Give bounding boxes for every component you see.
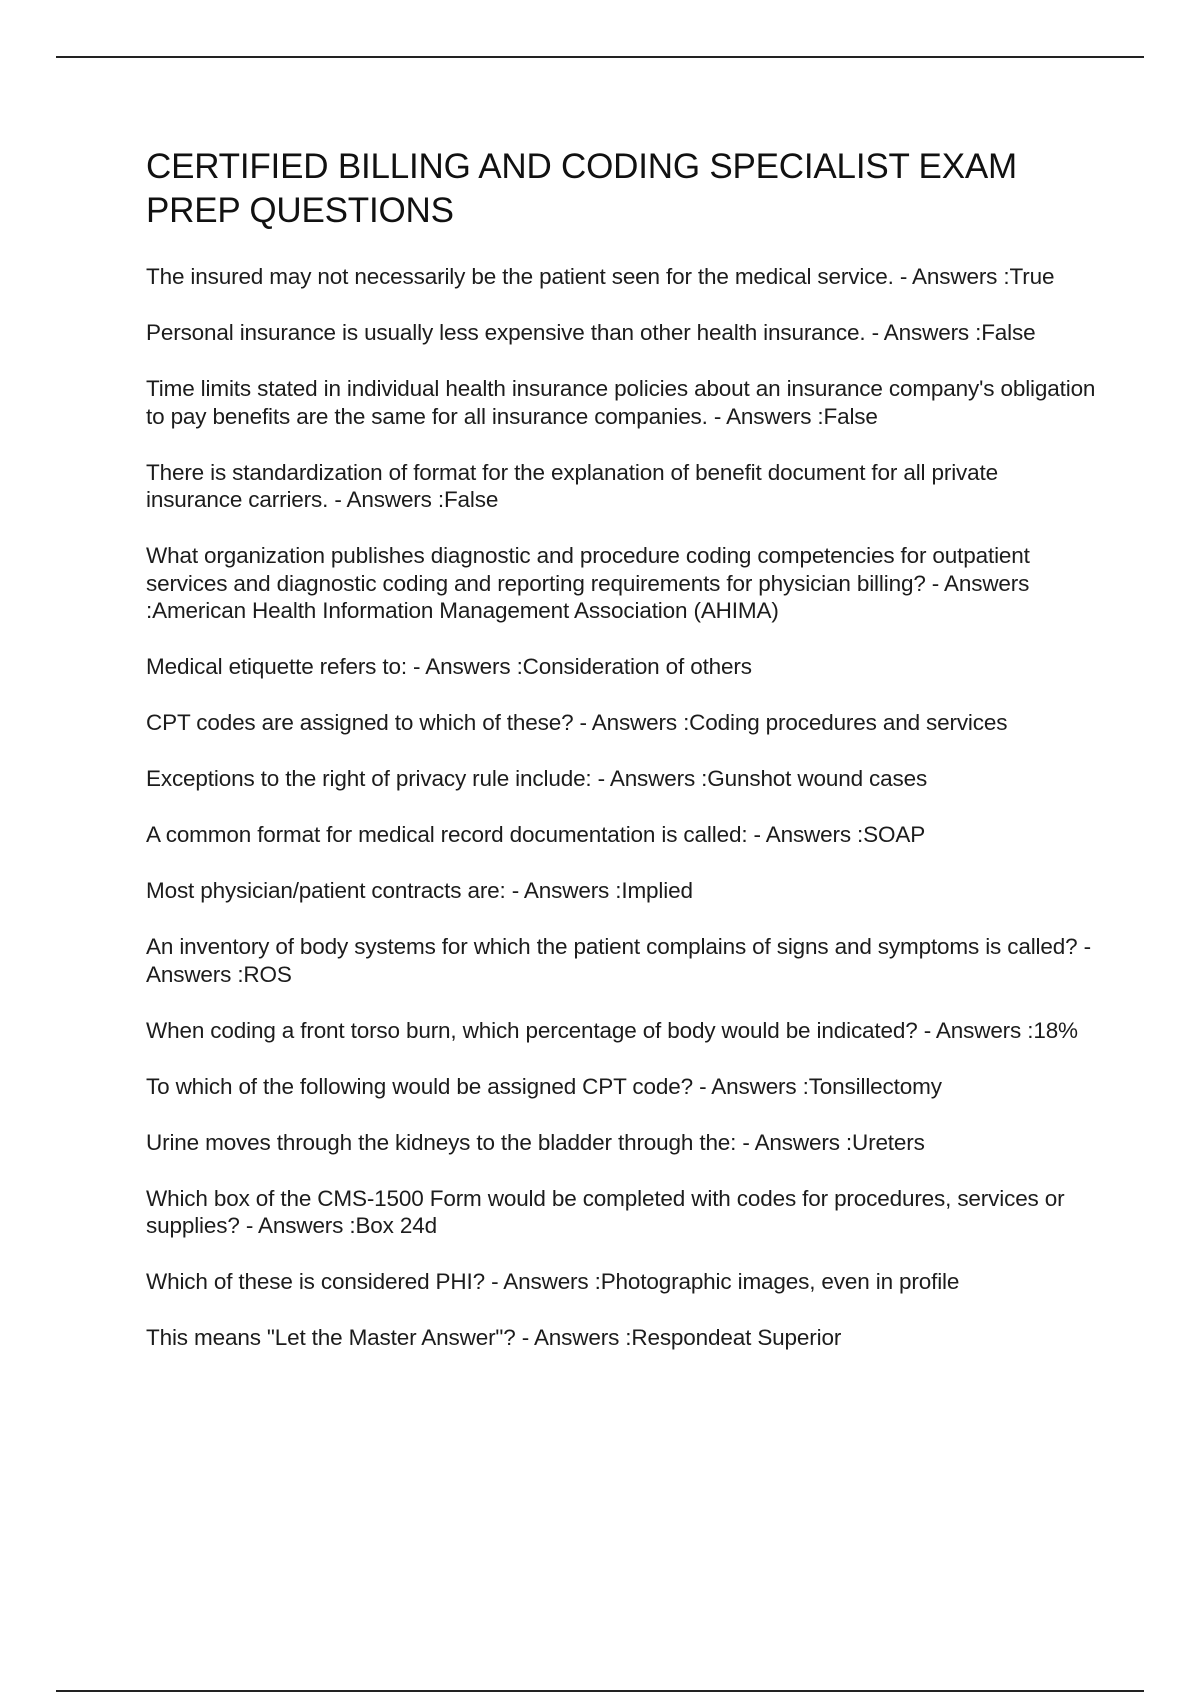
question-item: Time limits stated in individual health insurance policies about an insurance company's obligation to pay benefits are the same for all insurance companies. - Answers :False [146,376,1096,429]
document-body [146,145,1096,1380]
question-item: To which of the following would be assigned CPT code? - Answers :Tonsillectomy [146,1073,942,1099]
question-item: The insured may not necessarily be the patient seen for the medical service. - Answers :True [146,264,1055,289]
question-item: Which of these is considered PHI? - Answers :Photographic images, even in profile [146,1269,960,1294]
question-item: Which box of the CMS-1500 Form would be completed with codes for procedures, services or supplies? - Answers :Box 24d [146,1185,1065,1238]
question-item: This means "Let the Master Answer"? - Answers :Respondeat Superior [146,1325,842,1350]
question-item: Urine moves through the kidneys to the bladder through the: - Answers :Ureters [146,1129,925,1155]
question-item: Medical etiquette refers to: - Answers :Consideration of others [146,654,752,679]
question-item: CPT codes are assigned to which of these? - Answers :Coding procedures and services [146,710,1008,735]
question-item: An inventory of body systems for which the patient complains of signs and symptoms is called? - Answers :ROS [146,934,1091,987]
question-item: A common format for medical record documentation is called: - Answers :SOAP [146,822,926,847]
question-item: When coding a front torso burn, which percentage of body would be indicated? - Answers :18% [146,1017,1078,1043]
question-list [146,263,1096,1352]
question-item: Most physician/patient contracts are: - Answers :Implied [146,878,693,903]
document-title: CERTIFIED BILLING AND CODING SPECIALIST EXAM PREP QUESTIONS [146,147,1017,230]
bottom-divider [56,1690,1144,1692]
question-item: There is standardization of format for the explanation of benefit document for all private insurance carriers. - Answers :False [146,459,998,512]
question-item: Exceptions to the right of privacy rule include: - Answers :Gunshot wound cases [146,766,928,791]
question-item: Personal insurance is usually less expensive than other health insurance. - Answers :False [146,320,1036,345]
question-item: What organization publishes diagnostic and procedure coding competencies for outpatient services and diagnostic coding and reporting requirements for physician billing? - Answers :American Health Information Management Association (AHIMA) [146,543,1030,623]
top-divider [56,56,1144,58]
